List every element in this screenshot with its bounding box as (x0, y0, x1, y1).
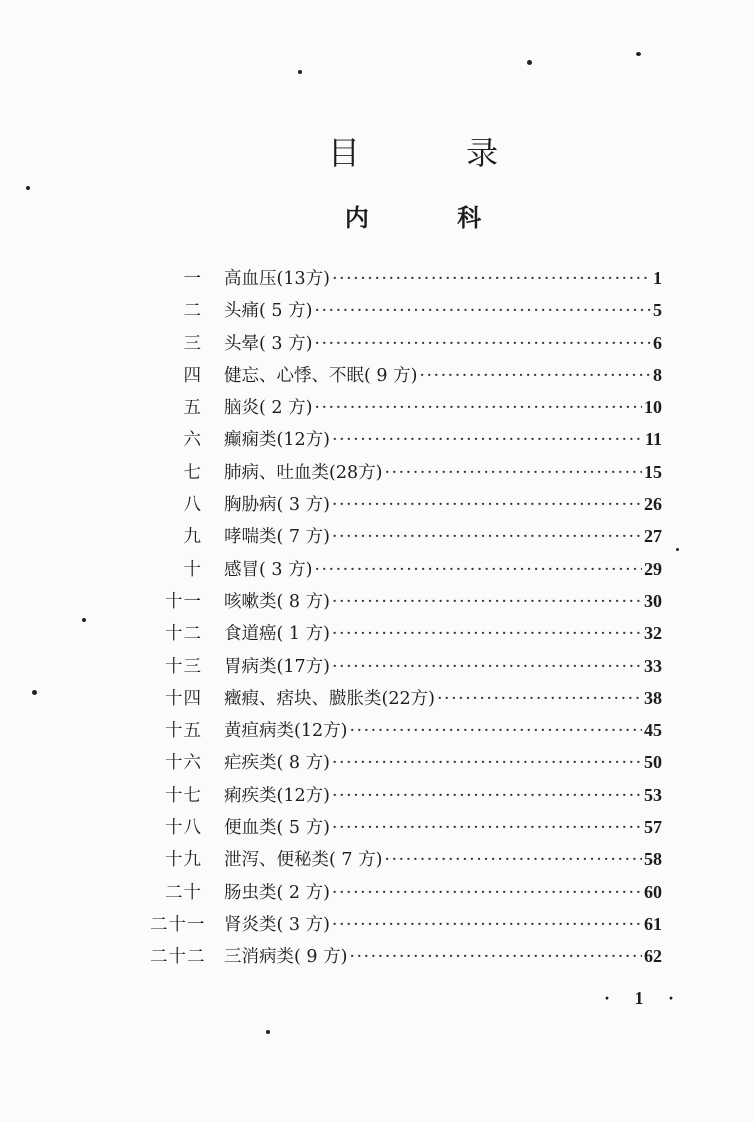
scan-speck (82, 618, 86, 622)
toc-entry (150, 488, 662, 520)
dot-leader (419, 360, 651, 392)
toc-entry (150, 940, 662, 972)
dot-leader (332, 618, 642, 650)
toc-entry (150, 746, 662, 778)
toc-entry-number: 十三 (165, 656, 202, 677)
toc-entry-page: 29 (644, 558, 662, 579)
toc-entry-title: 感冒( 3 方) (224, 559, 313, 580)
toc-entry (150, 617, 662, 649)
scan-speck (527, 60, 532, 65)
dot-leader (332, 651, 642, 683)
scan-speck (676, 548, 679, 551)
toc-entry-page: 26 (644, 494, 662, 515)
toc-entry (150, 391, 662, 423)
toc-entry (150, 714, 662, 746)
toc-entry-title: 咳嗽类( 8 方) (224, 591, 330, 612)
toc-entry-page: 1 (653, 268, 662, 288)
toc-entry-number: 二十二 (150, 947, 206, 968)
toc-entry-title: 癫痫类(12方) (224, 430, 330, 451)
toc-entry-number: 一 (183, 269, 202, 289)
toc-entry (150, 553, 662, 585)
toc-entry (150, 843, 662, 875)
toc-entry-page: 33 (644, 655, 662, 676)
toc-entry-page: 50 (644, 752, 662, 773)
toc-entry-number: 十五 (165, 721, 202, 742)
toc-entry-number: 八 (183, 495, 202, 516)
toc-entry-title: 便血类( 5 方) (224, 818, 330, 839)
toc-entry-number: 九 (183, 527, 202, 548)
toc-entry-title: 脑炎( 2 方) (224, 398, 313, 419)
toc-entry-number: 十一 (165, 591, 202, 612)
toc-entry-number: 五 (183, 398, 202, 419)
toc-entry-title: 肠虫类( 2 方) (224, 882, 330, 903)
dot-leader (332, 263, 651, 295)
toc-entry-page: 62 (644, 946, 662, 967)
toc-entry-title: 肺病、吐血类(28方) (224, 462, 383, 483)
toc-entry-number: 四 (183, 365, 202, 386)
dot-leader (314, 554, 642, 586)
toc-entry-title: 疟疾类( 8 方) (224, 753, 330, 774)
toc-entry-page: 61 (644, 913, 662, 934)
dot-leader (332, 489, 642, 521)
dot-leader (332, 909, 642, 941)
dot-leader (332, 877, 642, 909)
toc-entry (150, 908, 662, 940)
toc-entry-title: 黄疸病类(12方) (224, 721, 348, 742)
toc-entry-title: 痢疾类(12方) (224, 785, 330, 806)
dot-leader (332, 586, 642, 618)
page-title: 目 录 (327, 134, 547, 172)
table-of-contents (150, 262, 662, 973)
toc-entry-number: 十四 (165, 688, 202, 709)
toc-entry-title: 肾炎类( 3 方) (224, 914, 330, 935)
toc-entry-number: 十八 (165, 818, 202, 839)
toc-entry-number: 二十一 (150, 914, 206, 935)
scan-speck (266, 1030, 270, 1034)
toc-entry-page: 11 (644, 429, 662, 450)
toc-entry-number: 十六 (165, 753, 202, 774)
toc-entry (150, 876, 662, 908)
toc-entry (150, 650, 662, 682)
section-heading: 内 科 (344, 203, 522, 232)
toc-entry-number: 三 (183, 333, 202, 354)
toc-entry-title: 头晕( 3 方) (224, 333, 313, 354)
toc-entry-title: 三消病类( 9 方) (224, 947, 348, 968)
toc-entry-page: 27 (644, 526, 662, 547)
toc-entry-number: 六 (183, 430, 202, 451)
toc-entry (150, 585, 662, 617)
toc-entry-title: 哮喘类( 7 方) (224, 527, 330, 548)
dot-leader (314, 328, 651, 360)
dot-leader (332, 812, 642, 844)
toc-entry (150, 359, 662, 391)
toc-entry-page: 5 (653, 300, 662, 321)
dot-leader (314, 295, 651, 327)
dot-leader (332, 521, 642, 553)
toc-entry-page: 6 (653, 332, 662, 353)
toc-entry-page: 8 (653, 364, 662, 385)
toc-entry-title: 癥瘕、痞块、臌胀类(22方) (224, 688, 435, 709)
toc-entry (150, 327, 662, 359)
dot-leader (349, 715, 642, 747)
toc-entry-number: 十九 (165, 850, 202, 871)
toc-entry-number: 七 (183, 462, 202, 483)
toc-entry-number: 十二 (165, 624, 202, 645)
dot-leader (384, 457, 642, 489)
toc-entry-page: 57 (644, 817, 662, 838)
toc-entry (150, 779, 662, 811)
toc-entry-page: 58 (644, 849, 662, 870)
toc-entry (150, 423, 662, 455)
toc-entry-number: 二十 (165, 882, 202, 903)
dot-leader (437, 683, 642, 715)
toc-entry-title: 食道癌( 1 方) (224, 624, 330, 645)
toc-entry (150, 811, 662, 843)
scan-speck (32, 690, 37, 695)
toc-entry (150, 520, 662, 552)
toc-entry-title: 健忘、心悸、不眠( 9 方) (224, 365, 418, 386)
toc-entry-title: 胃病类(17方) (224, 656, 330, 677)
toc-entry-page: 30 (644, 590, 662, 611)
dot-leader (332, 424, 643, 456)
toc-entry-page: 60 (644, 881, 662, 902)
toc-entry-number: 十 (183, 559, 202, 580)
toc-entry-page: 53 (644, 784, 662, 805)
page-number: · 1 · (604, 988, 685, 1008)
toc-entry-page: 10 (644, 397, 662, 418)
toc-entry (150, 682, 662, 714)
toc-entry (150, 262, 662, 294)
toc-entry (150, 456, 662, 488)
toc-entry-page: 38 (644, 687, 662, 708)
toc-entry-number: 二 (183, 301, 202, 322)
toc-entry-page: 45 (644, 720, 662, 741)
toc-entry-page: 15 (644, 461, 662, 482)
scan-speck (298, 70, 302, 74)
dot-leader (332, 747, 642, 779)
toc-entry-page: 32 (644, 623, 662, 644)
toc-entry (150, 294, 662, 326)
toc-entry-title: 胸胁病( 3 方) (224, 495, 330, 516)
toc-entry-title: 泄泻、便秘类( 7 方) (224, 850, 383, 871)
scan-speck (26, 186, 30, 190)
dot-leader (349, 941, 642, 973)
toc-entry-title: 头痛( 5 方) (224, 301, 313, 322)
toc-entry-title: 高血压(13方) (224, 269, 330, 289)
dot-leader (314, 392, 642, 424)
dot-leader (332, 780, 642, 812)
toc-entry-number: 十七 (165, 785, 202, 806)
scan-speck (636, 52, 641, 56)
dot-leader (384, 844, 642, 876)
